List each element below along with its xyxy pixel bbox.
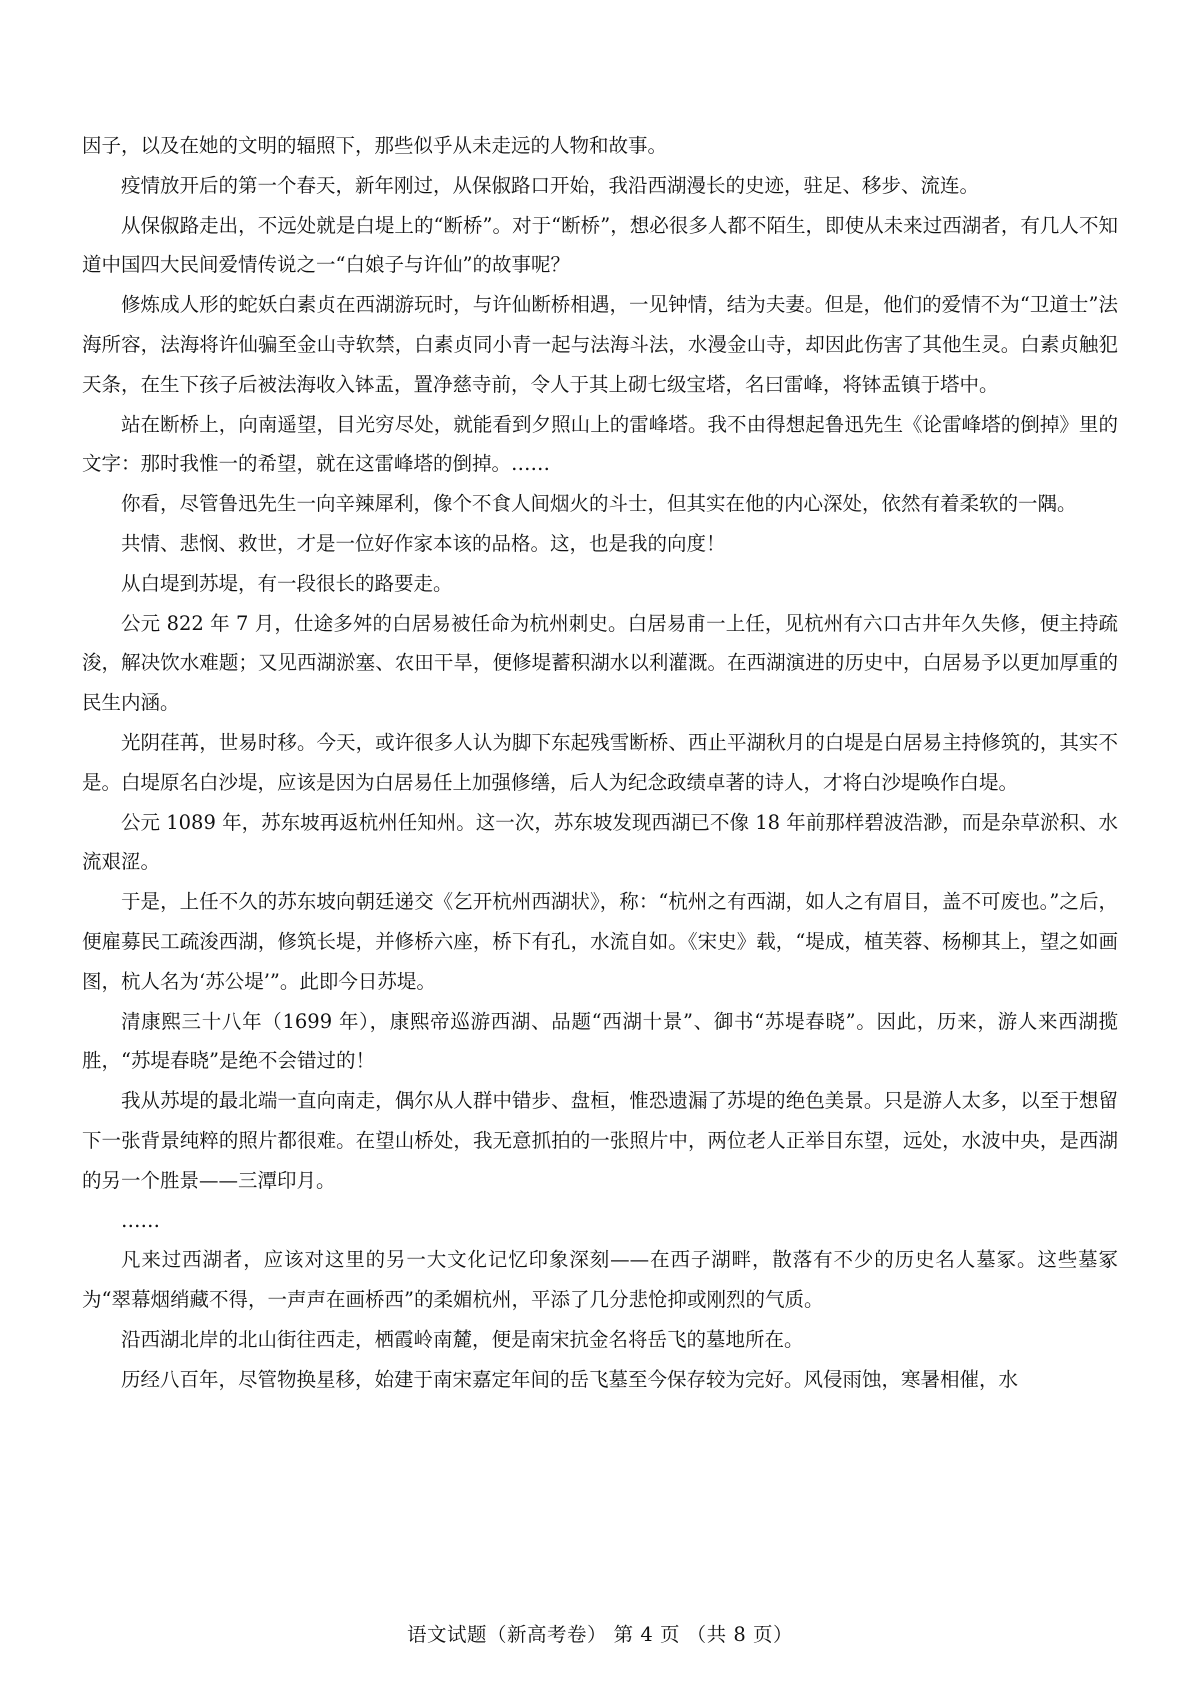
paragraph: 从保俶路走出，不远处就是白堤上的“断桥”。对于“断桥”，想必很多人都不陌生，即使从未来过西湖者，有几人不知道中国四大民间爱情传说之一“白娘子与许仙”的故事呢？ — [82, 213, 1118, 277]
paragraph: …… — [121, 1208, 160, 1232]
page-footer: 语文试题（新高考卷） 第 4 页 （共 8 页） — [406, 1623, 793, 1646]
paragraph: 修炼成人形的蛇妖白素贞在西湖游玩时，与许仙断桥相遇，一见钟情，结为夫妻。但是，他们的爱情不为“卫道士”法海所容，法海将许仙骗至金山寺软禁，白素贞同小青一起与法海斗法，水漫金山寺，却因此伤害了其他生灵。白素贞触犯天条，在生下孩子后被法海收入钵盂，置净慈寺前，令人于其上砌七级宝塔，名曰雷峰，将钵盂镇于塔中。 — [82, 293, 1118, 396]
paragraph: 从白堤到苏堤，有一段很长的路要走。 — [121, 571, 453, 595]
paragraph: 公元 1089 年，苏东坡再返杭州任知州。这一次，苏东坡发现西湖已不像 18 年前那样碧波浩渺，而是杂草淤积、水流艰涩。 — [82, 810, 1118, 874]
paragraph: 历经八百年，尽管物换星移，始建于南宋嘉定年间的岳飞墓至今保存较为完好。风侵雨蚀，寒暑相催，水 — [121, 1367, 1019, 1391]
paragraph: 凡来过西湖者，应该对这里的另一大文化记忆印象深刻——在西子湖畔，散落有不少的历史名人墓冢。这些墓冢为“翠幕烟绡藏不得，一声声在画桥西”的柔媚杭州，平添了几分悲怆抑或刚烈的气质。 — [82, 1248, 1118, 1312]
paragraph: 清康熙三十八年（1699 年），康熙帝巡游西湖、品题“西湖十景”、御书“苏堤春晓”。因此，历来，游人来西湖揽胜，“苏堤春晓”是绝不会错过的！ — [82, 1009, 1118, 1073]
paragraph: 我从苏堤的最北端一直向南走，偶尔从人群中错步、盘桓，惟恐遗漏了苏堤的绝色美景。只是游人太多，以至于想留下一张背景纯粹的照片都很难。在望山桥处，我无意抓拍的一张照片中，两位老人正举目东望，远处，水波中央，是西湖的另一个胜景——三潭印月。 — [82, 1089, 1118, 1192]
paragraph: 共情、悲悯、救世，才是一位好作家本该的品格。这，也是我的向度！ — [121, 531, 726, 555]
paragraph: 疫情放开后的第一个春天，新年刚过，从保俶路口开始，我沿西湖漫长的史迹，驻足、移步、流连。 — [121, 173, 980, 197]
paragraph: 沿西湖北岸的北山街往西走，栖霞岭南麓，便是南宋抗金名将岳飞的墓地所在。 — [121, 1327, 804, 1351]
paragraph: 站在断桥上，向南遥望，目光穷尽处，就能看到夕照山上的雷峰塔。我不由得想起鲁迅先生《论雷峰塔的倒掉》里的文字：那时我惟一的希望，就在这雷峰塔的倒掉。…… — [82, 412, 1118, 476]
paragraph: 光阴荏苒，世易时移。今天，或许很多人认为脚下东起残雪断桥、西止平湖秋月的白堤是白居易主持修筑的，其实不是。白堤原名白沙堤，应该是因为白居易任上加强修缮，后人为纪念政绩卓著的诗人，才将白沙堤唤作白堤。 — [82, 730, 1118, 794]
paragraph: 于是，上任不久的苏东坡向朝廷递交《乞开杭州西湖状》，称：“杭州之有西湖，如人之有眉目，盖不可废也。”之后，便雇募民工疏浚西湖，修筑长堤，并修桥六座，桥下有孔，水流自如。《宋史》载，“堤成，植芙蓉、杨柳其上，望之如画图，杭人名为‘苏公堤’”。此即今日苏堤。 — [82, 890, 1118, 993]
paragraph: 因子，以及在她的文明的辐照下，那些似乎从未走远的人物和故事。 — [82, 134, 668, 157]
document-body — [82, 126, 1118, 1400]
paragraph: 公元 822 年 7 月，仕途多舛的白居易被任命为杭州刺史。白居易甫一上任，见杭州有六口古井年久失修，便主持疏浚，解决饮水难题；又见西湖淤塞、农田干旱，便修堤蓄积湖水以利灌溉。在西湖演进的历史中，白居易予以更加厚重的民生内涵。 — [82, 611, 1118, 715]
paragraph: 你看，尽管鲁迅先生一向辛辣犀利，像个不食人间烟火的斗士，但其实在他的内心深处，依然有着柔软的一隅。 — [121, 492, 1077, 516]
